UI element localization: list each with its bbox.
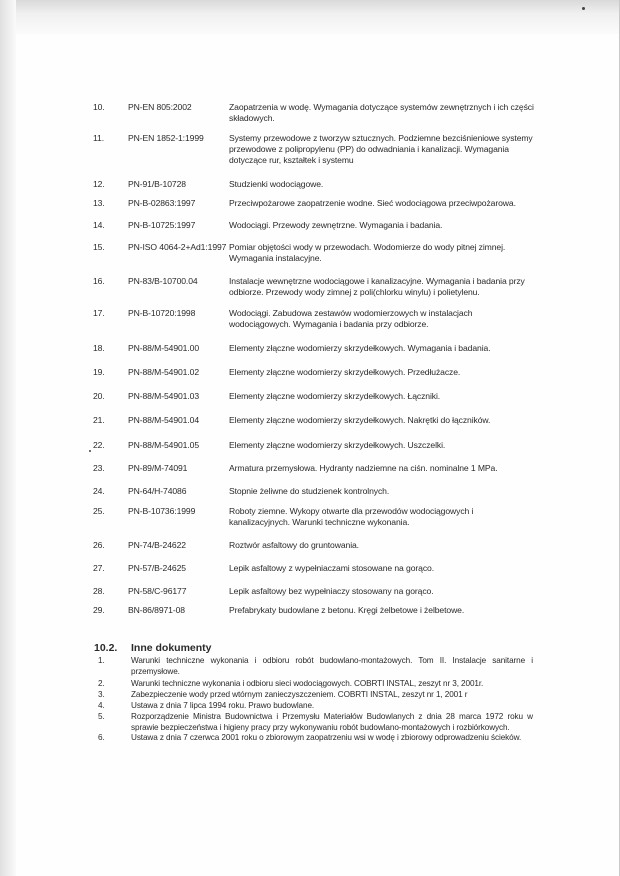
standard-code: PN-88/M-54901.04: [128, 415, 200, 425]
standard-description: Lepik asfaltowy z wypełniaczami stosowane na gorąco.: [229, 563, 434, 573]
standard-number: 18.: [93, 343, 105, 353]
standard-number: 10.: [93, 102, 105, 112]
standard-code: PN-B-10720:1998: [128, 308, 196, 318]
standard-description: Lepik asfaltowy bez wypełniaczy stosowany na gorąco.: [229, 586, 434, 596]
standard-description: Przeciwpożarowe zaopatrzenie wodne. Sieć wodociągowa przeciwpożarowa.: [229, 198, 516, 208]
standard-code: PN-B-10725:1997: [128, 220, 196, 230]
standard-code: PN-83/B-10700.04: [128, 276, 198, 286]
standard-code: PN-88/M-54901.03: [128, 391, 200, 401]
standard-number: 22.: [93, 440, 105, 450]
standard-description: Roztwór asfaltowy do gruntowania.: [229, 540, 359, 550]
standard-description: Elementy złączne wodomierzy skrzydełkowych. Wymagania i badania.: [229, 343, 491, 353]
standard-number: 28.: [93, 586, 105, 596]
standard-number: 15.: [93, 242, 105, 252]
standard-number: 21.: [93, 415, 105, 425]
scan-speck: [582, 7, 585, 10]
document-number: 6.: [98, 733, 105, 742]
standard-code: PN-ISO 4064-2+Ad1:1997: [128, 242, 227, 252]
standard-code: PN-88/M-54901.05: [128, 440, 200, 450]
standard-description: Elementy złączne wodomierzy skrzydełkowych. Uszczelki.: [229, 440, 446, 450]
standard-description: Stopnie żeliwne do studzienek kontrolnych.: [229, 486, 390, 496]
standard-description: Studzienki wodociągowe.: [229, 179, 324, 189]
standard-code: PN-EN 1852-1:1999: [128, 133, 204, 143]
document-number: 1.: [98, 656, 105, 665]
standard-number: 17.: [93, 308, 105, 318]
scan-speck: [89, 450, 91, 452]
standard-description: Elementy złączne wodomierzy skrzydełkowych. Nakrętki do łączników.: [229, 415, 491, 425]
standard-code: PN-64/H-74086: [128, 486, 187, 496]
standard-description: Zaopatrzenia w wodę. Wymagania dotyczące systemów zewnętrznych i ich części składowych.: [229, 102, 534, 123]
standard-description: Wodociągi. Zabudowa zestawów wodomierzowych w instalacjach wodociągowych. Wymagania i badania przy odbiorze.: [229, 308, 473, 329]
standard-description: Instalacje wewnętrzne wodociągowe i kanalizacyjne. Wymagania i badania przy odbiorze. Przewody wody zimnej z poli(chlorku winylu) i polietylenu.: [229, 276, 525, 297]
standard-description: Prefabrykaty budowlane z betonu. Kręgi żelbetowe i żelbetowe.: [229, 605, 465, 615]
standard-code: PN-58/C-96177: [128, 586, 187, 596]
standard-description: Elementy złączne wodomierzy skrzydełkowych. Łączniki.: [229, 391, 441, 401]
standard-code: PN-88/M-54901.00: [128, 343, 200, 353]
document-text: Zabezpieczenie wody przed wtórnym zanieczyszczeniem. COBRTI INSTAL, zeszyt nr 1, 2001 r: [131, 690, 468, 699]
standard-number: 19.: [93, 367, 105, 377]
standard-code: PN-88/M-54901.02: [128, 367, 200, 377]
standard-number: 13.: [93, 198, 105, 208]
document-number: 4.: [98, 701, 105, 710]
standard-code: PN-EN 805:2002: [128, 102, 192, 112]
standard-description: Wodociągi. Przewody zewnętrzne. Wymagania i badania.: [229, 220, 443, 230]
standard-number: 29.: [93, 605, 105, 615]
section-number: 10.2.: [94, 642, 118, 654]
scan-top-shadow: [0, 0, 619, 34]
standard-code: PN-91/B-10728: [128, 179, 186, 189]
standard-code: PN-57/B-24625: [128, 563, 186, 573]
standard-number: 25.: [93, 506, 105, 516]
standard-code: PN-74/B-24622: [128, 540, 186, 550]
standard-code: PN-B-02863:1997: [128, 198, 196, 208]
document-text: Warunki techniczne wykonania i odbioru sieci wodociągowych. COBRTI INSTAL, zeszyt nr 3, 2001r.: [131, 679, 484, 688]
document-text: Ustawa z dnia 7 lipca 1994 roku. Prawo budowlane.: [131, 701, 315, 710]
standard-description: Roboty ziemne. Wykopy otwarte dla przewodów wodociągowych i kanalizacyjnych. Warunki techniczne wykonania.: [229, 506, 474, 527]
section-title: Inne dokumenty: [131, 642, 212, 654]
standard-number: 16.: [93, 276, 105, 286]
standard-number: 26.: [93, 540, 105, 550]
standard-number: 14.: [93, 220, 105, 230]
standard-description: Systemy przewodowe z tworzyw sztucznych. Podziemne bezciśnieniowe systemy przewodowe z polipropylenu (PP) do odwadniania i kanalizacji. Wymagania dotyczące rur, kształtek i systemu: [229, 133, 533, 165]
standard-code: BN-86/8971-08: [128, 605, 185, 615]
document-number: 2.: [98, 679, 105, 688]
standard-description: Elementy złączne wodomierzy skrzydełkowych. Przedłużacze.: [229, 367, 461, 377]
standard-number: 20.: [93, 391, 105, 401]
standard-number: 27.: [93, 563, 105, 573]
standard-number: 11.: [93, 133, 105, 143]
standard-code: PN-B-10736:1999: [128, 506, 196, 516]
standard-code: PN-89/M-74091: [128, 463, 188, 473]
standard-number: 23.: [93, 463, 105, 473]
standard-description: Pomiar objętości wody w przewodach. Wodomierze do wody pitnej zimnej. Wymagania instalacyjne.: [229, 242, 506, 263]
document-text: Ustawa z dnia 7 czerwca 2001 roku o zbiorowym zaopatrzeniu wsi w wodę i zbiorowy odprowadzeniu ścieków.: [131, 733, 522, 742]
standard-number: 24.: [93, 486, 105, 496]
standard-number: 12.: [93, 179, 105, 189]
document-text: Warunki techniczne wykonania i odbioru robót budowlano-montażowych. Tom II. Instalacje sanitarne i przemysłowe.: [131, 656, 533, 676]
standard-description: Armatura przemysłowa. Hydranty nadziemne na ciśn. nominalne 1 MPa.: [229, 463, 498, 473]
document-text: Rozporządzenie Ministra Budownictwa i Przemysłu Materiałów Budowlanych z dnia 28 marca 1972 roku w sprawie bezpieczeństwa i higieny pracy przy wykonywaniu robót budowlano-montażowych i rozbiórkowych.: [131, 712, 533, 732]
document-number: 3.: [98, 690, 105, 699]
document-number: 5.: [98, 712, 105, 721]
scan-left-edge: [0, 0, 16, 876]
